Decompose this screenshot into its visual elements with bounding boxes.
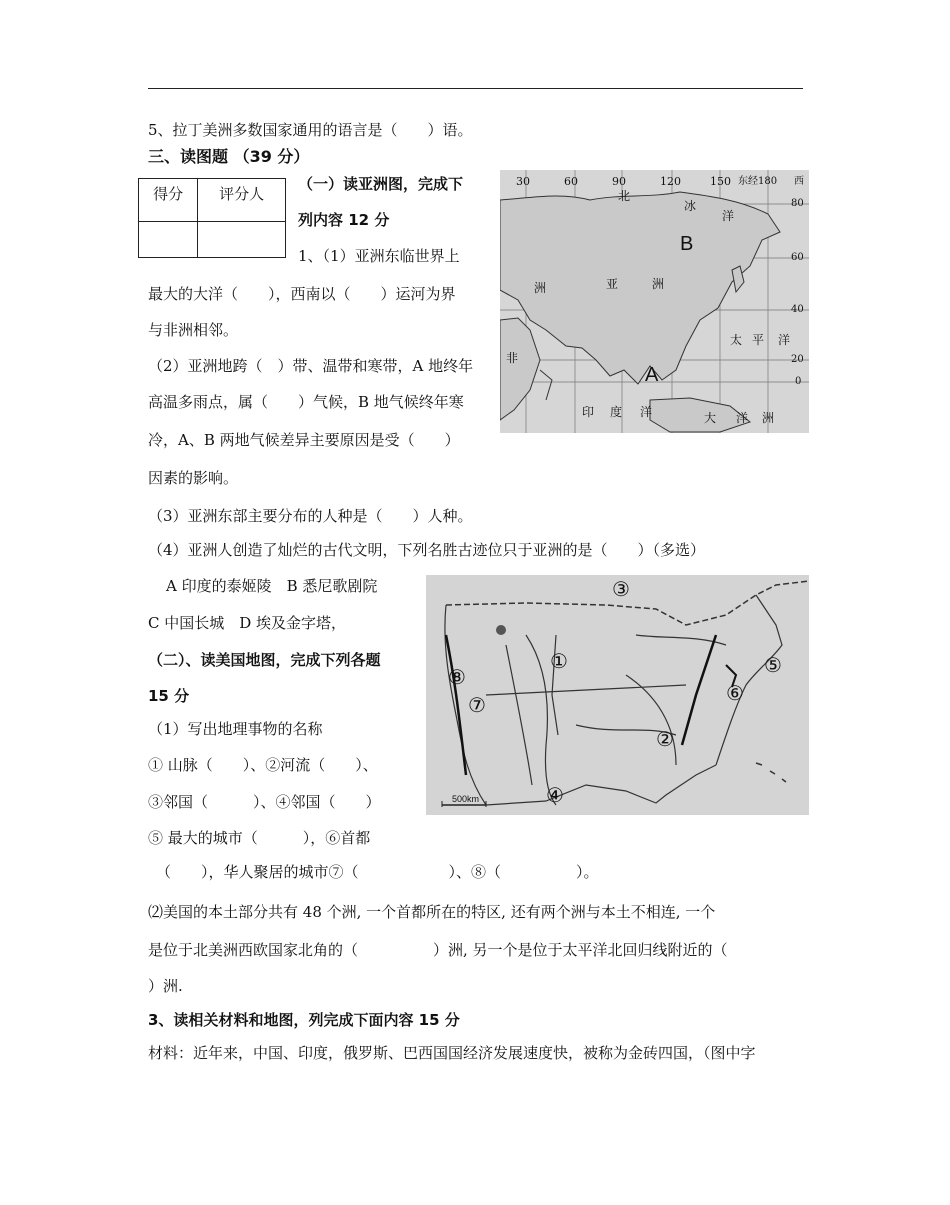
- lon-label-120: 120: [660, 175, 681, 188]
- usa-marker-3: ③: [612, 577, 630, 601]
- label-asia-zhou: 洲: [652, 277, 665, 291]
- usa-map: [426, 575, 809, 815]
- lon-label-150: 150: [710, 175, 731, 188]
- part1-q2-line2: 高温多雨点，属（ ）气候，B 地气候终年寒: [148, 393, 464, 411]
- grader-header: 评分人: [198, 179, 286, 222]
- label-ocean1: 洋: [722, 209, 735, 223]
- grader-cell[interactable]: [198, 222, 286, 258]
- label-ice: 冰: [684, 199, 697, 213]
- lat-label-60: 60: [791, 252, 804, 263]
- part3-material: 材料：近年来，中国、印度，俄罗斯、巴西国国经济发展速度快，被称为金砖四国，（图中字: [148, 1044, 756, 1062]
- lat-label-80: 80: [791, 198, 804, 209]
- label-asia-ya: 亚: [606, 277, 619, 291]
- part1-q2-line3: 冷，A、B 两地气候差异主要原因是受（ ）: [148, 431, 460, 449]
- label-pacific-yang: 洋: [778, 333, 791, 347]
- label-africa: 非: [506, 351, 519, 365]
- lat-label-40: 40: [791, 304, 804, 315]
- label-oceania-yang: 洋: [736, 411, 749, 425]
- usa-marker-1: ①: [550, 649, 568, 673]
- label-north: 北: [618, 189, 631, 203]
- part1-q4-options-cd: C 中国长城 D 埃及金字塔，: [148, 614, 347, 632]
- part1-q4: （4）亚洲人创造了灿烂的古代文明，下列名胜古迹位只于亚洲的是（ ）（多选）: [148, 541, 706, 559]
- part2-line2: ③邻国（ ）、④邻国（ ）: [148, 793, 381, 811]
- part3-heading: 3、读相关材料和地图，列完成下面内容 15 分: [148, 1011, 460, 1029]
- score-cell[interactable]: [139, 222, 198, 258]
- part2-line1: ① 山脉（ ）、②河流（ ）、: [148, 756, 378, 774]
- label-pacific-ping: 平: [752, 333, 765, 347]
- usa-marker-7: ⑦: [468, 693, 486, 717]
- part2-q2-line2: 是位于北美洲西欧国家北角的（ ）洲, 另一个是位于太平洋北回归线附近的（: [148, 941, 728, 959]
- part2-q2-line3: ）洲.: [148, 977, 183, 995]
- part1-heading-cont: 列内容 12 分: [298, 211, 390, 229]
- lon-label-60: 60: [564, 175, 578, 188]
- asia-map: [500, 170, 809, 433]
- part2-heading-cont: 15 分: [148, 687, 190, 705]
- lon-label-90: 90: [612, 175, 626, 188]
- lon-label-west: 西: [794, 176, 804, 187]
- usa-marker-4: ④: [546, 783, 564, 807]
- part1-q2-line4: 因素的影响。: [148, 469, 239, 487]
- part2-heading: （二）、读美国地图，完成下列各题: [148, 651, 381, 669]
- part2-line3: ⑤ 最大的城市（ ），⑥首都: [148, 829, 371, 847]
- label-india-du: 度: [610, 405, 623, 419]
- label-india-yang: 洋: [640, 405, 653, 419]
- part2-line4: （ ），华人聚居的城市⑦（ ）、⑧（ ）。: [156, 863, 599, 881]
- marker-a: A: [645, 364, 659, 386]
- label-oceania-zhou: 洲: [762, 411, 775, 425]
- part1-heading: （一）读亚洲图，完成下: [298, 175, 464, 193]
- header-rule: [148, 88, 803, 89]
- lon-label-30: 30: [516, 175, 530, 188]
- part1-q4-options-ab: A 印度的泰姬陵 B 悉尼歌剧院: [166, 577, 378, 595]
- usa-marker-6: ⑥: [726, 681, 744, 705]
- part2-q1: （1）写出地理事物的名称: [148, 720, 323, 738]
- label-india-yin: 印: [582, 405, 595, 419]
- usa-marker-5: ⑤: [764, 653, 782, 677]
- usa-marker-8: ⑧: [448, 665, 466, 689]
- part1-q1-line3: 与非洲相邻。: [148, 321, 239, 339]
- usa-marker-2: ②: [656, 727, 674, 751]
- part2-q2-line1: ⑵美国的本土部分共有 48 个洲, 一个首都所在的特区, 还有两个洲与本土不相连, 一个: [148, 903, 716, 921]
- section-heading: 三、读图题 （39 分）: [148, 147, 310, 166]
- part1-q2-line1: （2）亚洲地跨（ ）带、温带和寒带，A 地终年: [148, 357, 474, 375]
- usa-scale-label: 500km: [452, 794, 480, 804]
- score-table: [138, 178, 286, 258]
- lat-label-20: 20: [791, 354, 804, 365]
- part1-q3: （3）亚洲东部主要分布的人种是（ ）人种。: [148, 507, 473, 525]
- label-continent-eu: 洲: [534, 281, 547, 295]
- score-header: 得分: [139, 179, 198, 222]
- label-oceania-da: 大: [704, 411, 717, 425]
- part1-q1-line1: 1、（1）亚洲东临世界上: [298, 247, 460, 265]
- part1-q1-line2: 最大的大洋（ ），西南以（ ）运河为界: [148, 285, 456, 303]
- question-5: 5、拉丁美洲多数国家通用的语言是（ ）语。: [148, 121, 473, 139]
- lon-label-180: 东经180: [738, 176, 778, 187]
- marker-b: B: [680, 233, 694, 255]
- lat-label-0: 0: [795, 376, 802, 387]
- label-pacific-tai: 太: [730, 333, 743, 347]
